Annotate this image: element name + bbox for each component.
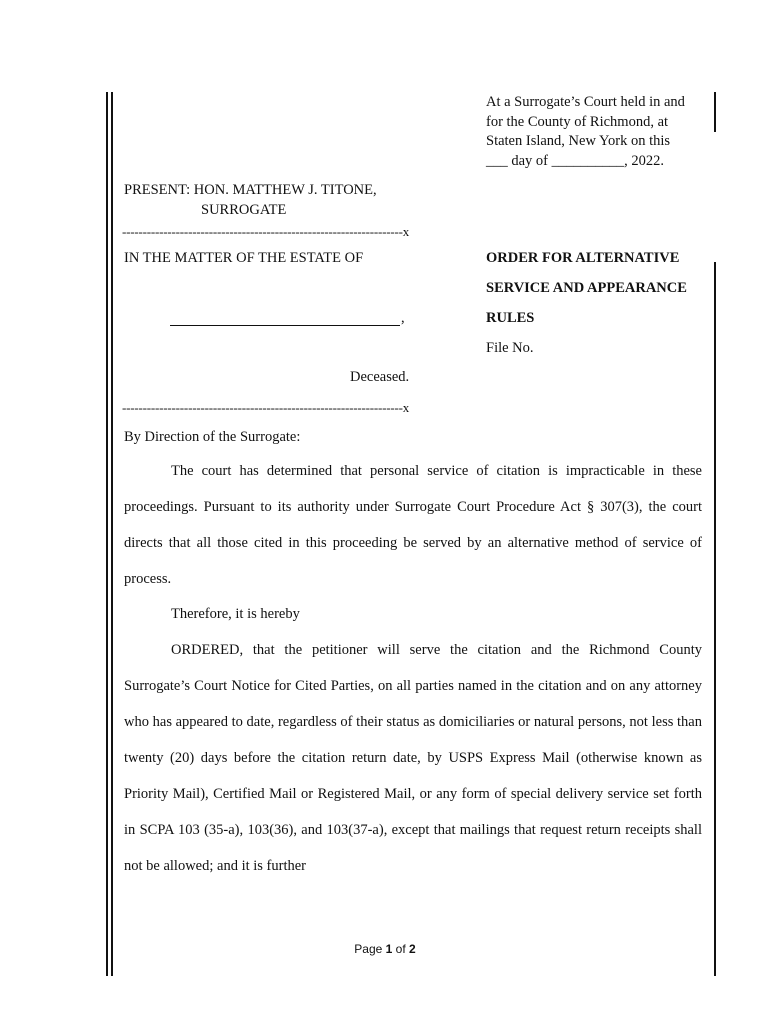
court-info-line: for the County of Richmond, at [486, 113, 669, 130]
court-info-line: At a Surrogate’s Court held in and [486, 94, 685, 110]
order-caption-line: RULES [486, 310, 535, 326]
court-info-line: ___ day of __________, 2022. [486, 152, 665, 169]
page-footer [0, 942, 770, 956]
surrogate-title: SURROGATE [201, 202, 287, 218]
footer-page-number: 1 [385, 942, 393, 956]
right-margin-rule [714, 262, 716, 976]
direction-line: By Direction of the Surrogate: [124, 429, 301, 445]
therefore-line: Therefore, it is hereby [171, 606, 300, 622]
court-info-line: Staten Island, New York on this [486, 133, 671, 149]
court-info [486, 93, 685, 171]
decedent-name-comma: , [401, 310, 405, 326]
order-caption-line: ORDER FOR ALTERNATIVE [486, 250, 680, 266]
order-caption-line: SERVICE AND APPEARANCE [486, 280, 687, 296]
footer-page-total: 2 [409, 942, 416, 956]
deceased-label: Deceased. [350, 369, 410, 385]
left-margin-rule [106, 92, 108, 976]
right-margin-rule-top [714, 92, 716, 132]
footer-of-word: of [395, 942, 406, 956]
footer-page-word: Page [354, 942, 383, 956]
caption-divider-top: --------------------------------------------------------------------x [122, 224, 410, 239]
decedent-name-blank [170, 325, 400, 326]
paragraph-service-impracticable: The court has determined that personal service of citation is impracticable in these proceedings. Pursuant to its authority under Surrogate Court Procedure Act § 307(3), the court directs that all those cited in this proceeding be served by an alternative method of service of process. [124, 463, 702, 587]
paragraph-ordered: ORDERED, that the petitioner will serve the citation and the Richmond County Surrogate’s Court Notice for Cited Parties, on all parties named in the citation and on any attorney who has appeared to date, regardless of their status as domiciliaries or natural persons, not less than twenty (20) days before the citation return date, by USPS Express Mail (otherwise known as Priority Mail), Certified Mail or Registered Mail, or any form of special delivery service set forth in SCPA 103 (35-a), 103(36), and 103(37-a), except that mailings that request return receipts shall not be allowed; and it is further [124, 642, 702, 874]
caption-divider-bottom: --------------------------------------------------------------------x [122, 400, 410, 415]
left-margin-rule-inner [111, 92, 113, 976]
matter-heading: IN THE MATTER OF THE ESTATE OF [124, 250, 364, 266]
present-judge: PRESENT: HON. MATTHEW J. TITONE, [124, 182, 377, 198]
file-number: File No. [486, 340, 534, 356]
